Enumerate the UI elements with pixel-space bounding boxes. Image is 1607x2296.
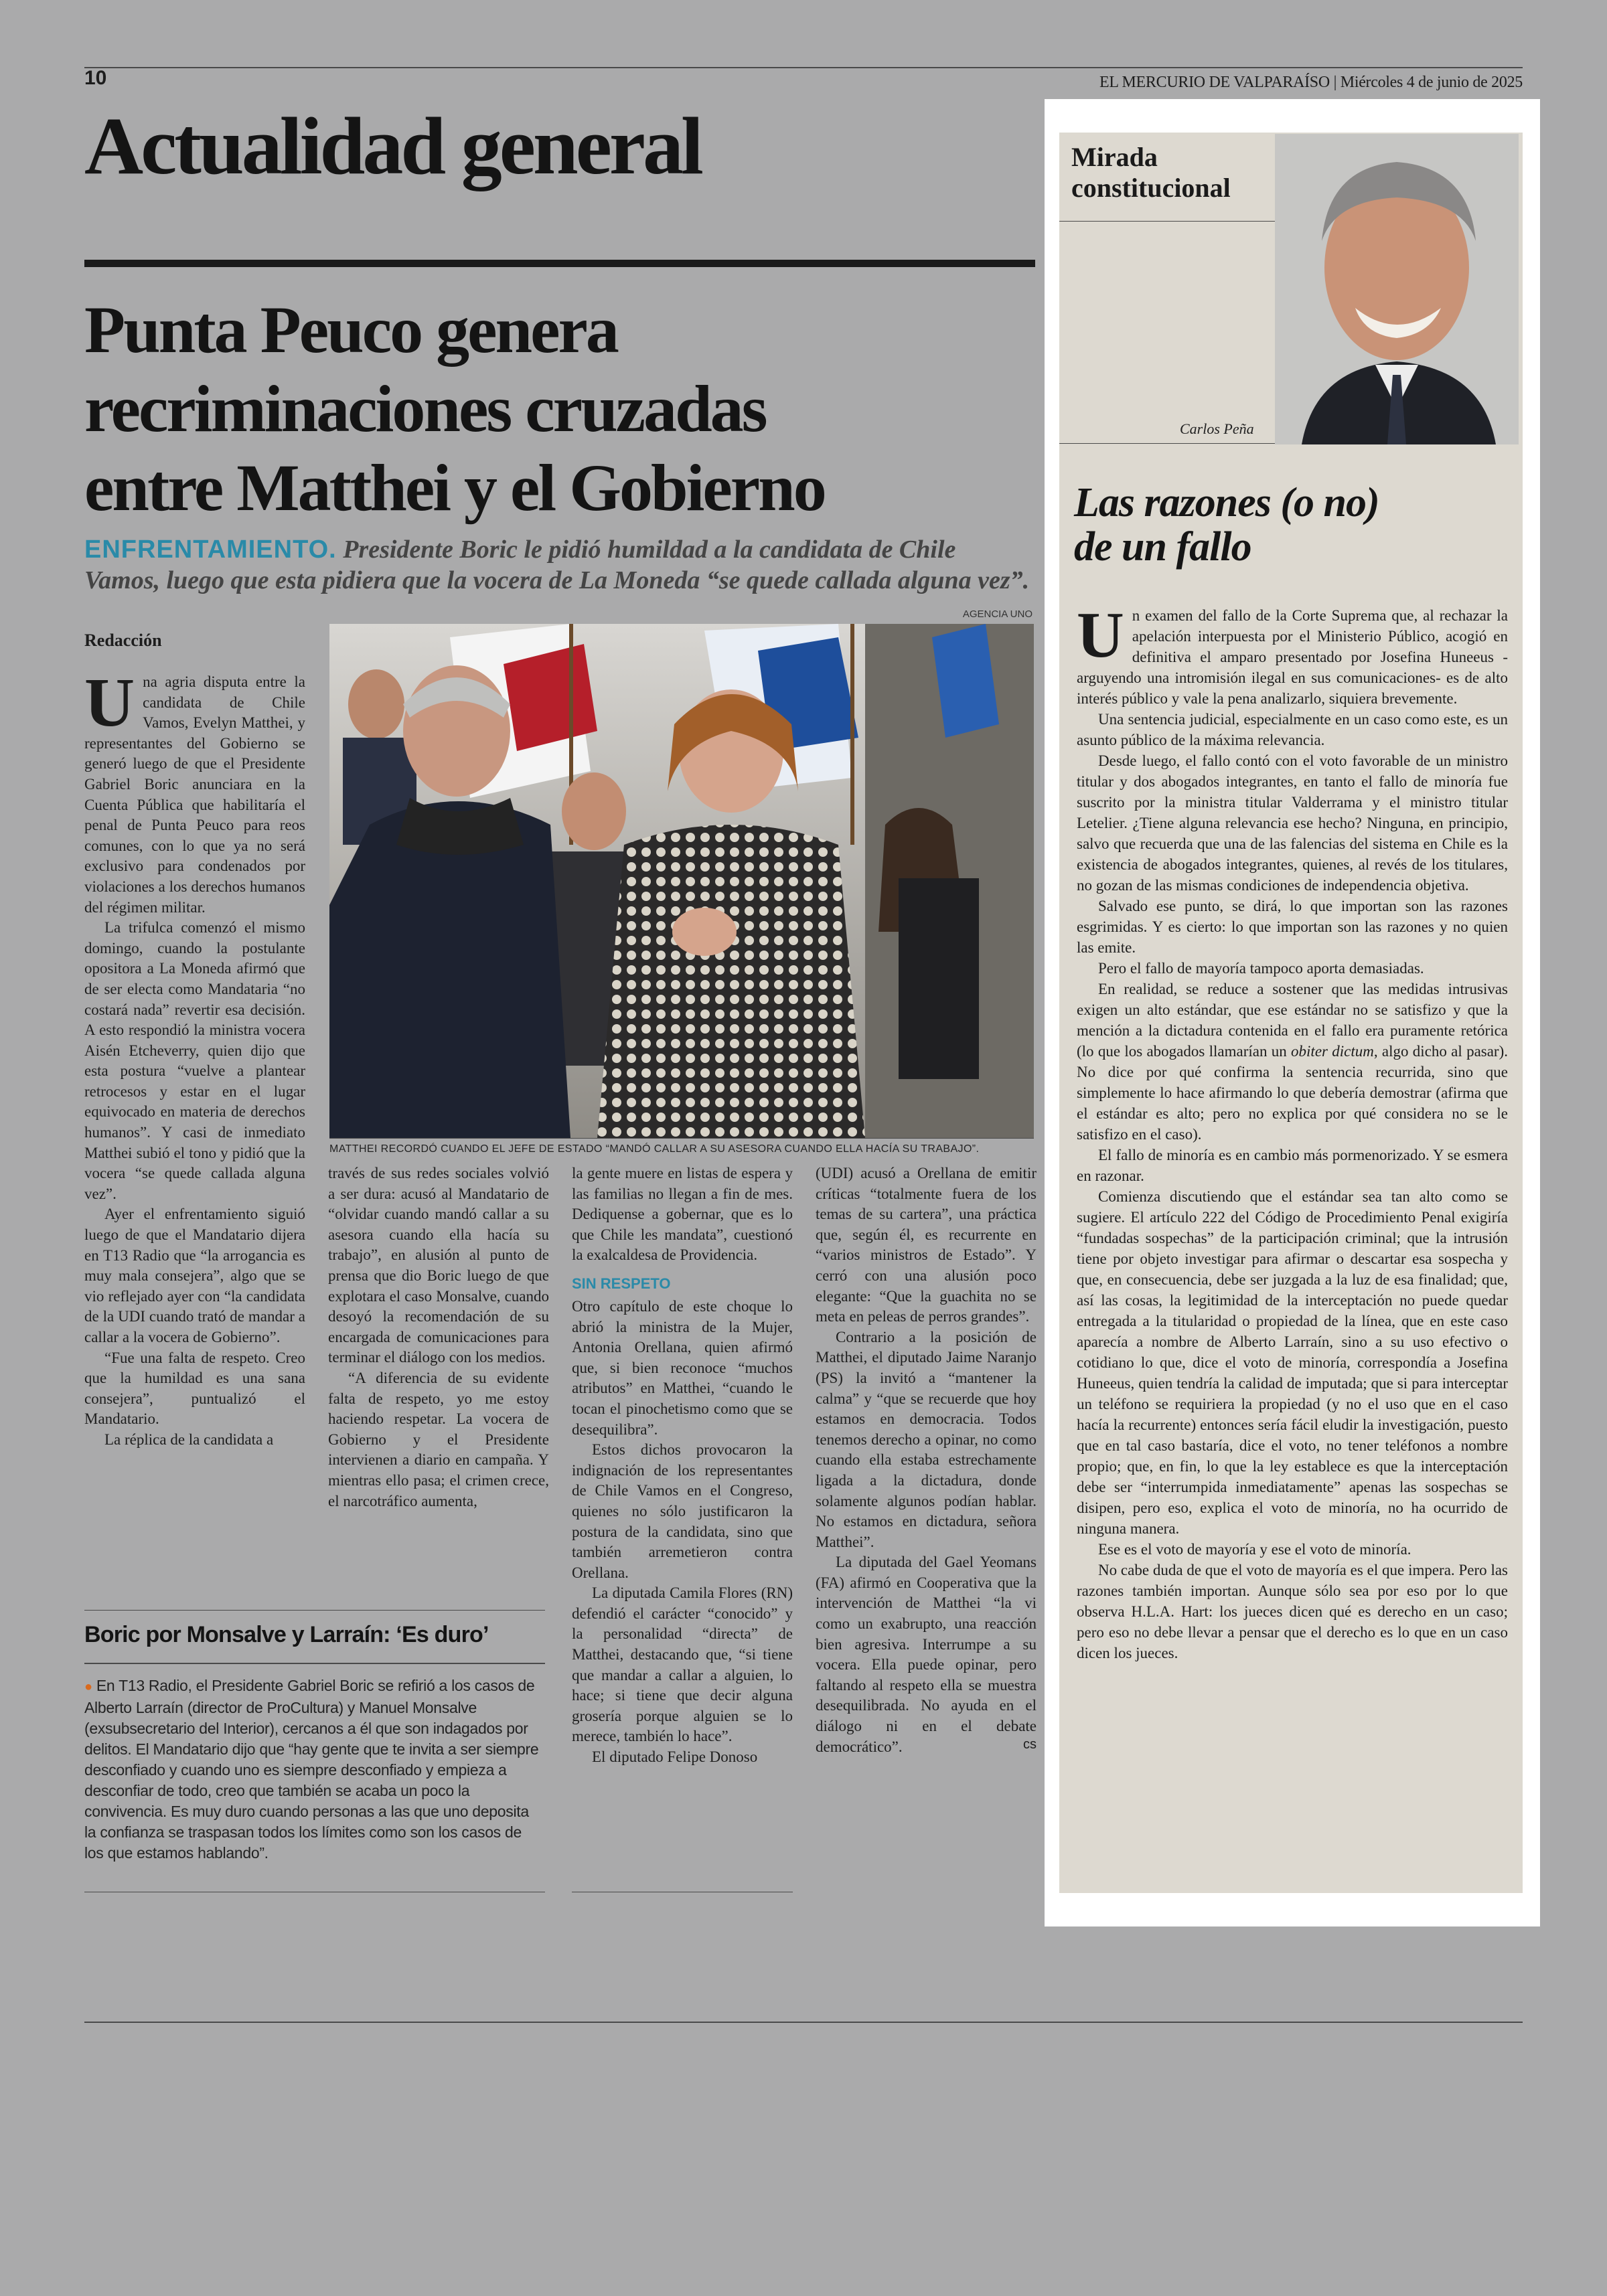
paper-name: EL MERCURIO DE VALPARAÍSO (1099, 74, 1330, 91)
drop-cap: U (1077, 599, 1124, 671)
paragraph: No cabe duda de que el voto de mayoría es el que impera. Pero las razones también importan. Aunque sólo sea por eso por lo que observa H.L.A. Hart: los jueces dicen qué es derecho en un caso; pero eso no debe llevar a pensar que el derecho es lo que en un caso dicen los jueces. (1077, 1562, 1508, 1661)
box-head-rule (84, 1663, 545, 1664)
article-column-3 (572, 1163, 793, 1768)
paragraph: Pero el fallo de mayoría tampoco aporta demasiadas. (1098, 960, 1424, 977)
box-top-rule (84, 1610, 545, 1611)
article-column-1 (84, 664, 305, 1451)
article-headline (84, 291, 1049, 527)
paragraph (1077, 599, 1508, 709)
column-label-line: Mirada (1071, 142, 1158, 172)
issue-date: Miércoles 4 de junio de 2025 (1340, 74, 1523, 91)
latin-term: obiter dictum (1291, 1043, 1374, 1060)
paragraph: El fallo de minoría es en cambio más pormenorizado. Y se esmera en razonar. (1077, 1147, 1508, 1184)
column-title (1074, 481, 1503, 569)
box-headline: Boric por Monsalve y Larraín: ‘Es duro’ (84, 1622, 489, 1647)
article-kicker (84, 534, 1035, 596)
paragraph: La diputada Camila Flores (RN) defendió el carácter “conocido” y la personalidad “directa” de Matthei, destacando que, “si tiene que mandar a callar a alguien, lo hace; si tiene que decir alguna grosería porque alguien se lo merece, también lo hace”. (572, 1584, 793, 1745)
column-label (1071, 142, 1231, 203)
paragraph: “Fue una falta de respeto. Creo que la humildad es una sana consejera”, puntualizó el Mandatario. (84, 1349, 305, 1428)
paragraph-text: La diputada del Gael Yeomans (FA) afirmó en Cooperativa que la intervención de Matthei “la vi como un exabrupto, una reacción bien agresiva. Interrumpe a su vocera. Ella puede opinar, pero faltando al respeto ella se muestra desequilibrada. No ayuda en el diálogo ni en el debate democrático”. (816, 1554, 1037, 1755)
headline-line: Punta Peuco genera (84, 293, 617, 367)
article-column-4 (816, 1163, 1037, 1757)
paragraph: Otro capítulo de este choque lo abrió la ministra de la Mujer, Antonia Orellana, quien afirmó que, si bien reconoce “muchos atributos” en Matthei, “cuando le tocan el pinochetismo como que se desequilibra”. (572, 1297, 793, 1438)
paragraph: Comienza discutiendo que el estándar sea tan alto como se sugiere. El artículo 222 del Código de Procedimiento Penal exigiría “fundadas sospechas” de la participación criminal; que la intrusión tiene por objeto investigar para afirmar o descartar esa sospecha y que, en consecuencia, debe ser juzgada a la luz de esa finalidad; que, así las cosas, la legitimidad de la interceptación no puede quedar entregada a la titularidad o propiedad de la línea, que en este caso aparecía a nombre de Alberto Larraín, sino a su uso efectivo o cotidiano lo que, dice el voto de minoría, correspondía a Josefina Huneeus, quien tendría la calidad de imputada; que si para interceptar un teléfono se requiriera la propiedad (y no el uso que en el caso hacía la recurrente) entonces sería fácil eludir la investigación, puesto que en tal caso bastaría, dice el voto, no tener teléfonos a nombre propio; que, en fin, lo que la ley establece es que la interceptación debe ser “interrumpida inmediatamente” apenas las sospechas se disipen, pero eso, explica el voto de minoría, no ha ocurrido de ninguna manera. (1077, 1188, 1508, 1537)
paragraph-text: na agria disputa entre la candidata de Chile Vamos, Evelyn Matthei, y representantes del Gobierno se generó luego de que el Presidente Gabriel Boric anunciara en la Cuenta Pública que habilitaría el penal de Punta Peuco para reos comunes, con lo que ya no será exclusivo para condenados por violaciones a los derechos humanos del régimen militar. (84, 673, 305, 916)
paragraph: Salvado ese punto, se dirá, lo que importan son las razones esgrimidas. Y es cierto: lo que importan son las razones y no quien las emite. (1077, 898, 1508, 956)
article-column-2 (328, 1163, 549, 1511)
column-body (1077, 599, 1509, 1663)
author-portrait (1275, 134, 1519, 444)
byline: Redacción (84, 631, 162, 650)
paragraph: “A diferencia de su evidente falta de respeto, yo me estoy haciendo respetar. La vocera de Gobierno y el Presidente intervienen a diario en campaña. Y mientras ello pasa; el crimen crece, el narcotráfico aumenta, (328, 1369, 549, 1509)
paragraph: Contrario a la posición de Matthei, el diputado Jaime Naranjo (PS) la invitó a “mantener la calma” y “que se recuerde que hoy estamos en democracia. Todos tenemos derecho a opinar, no como cuando ella estaba estrechamente ligada a la dictadura, donde solamente algunos podían hablar. No estamos en dictadura, señora Matthei”. (816, 1328, 1037, 1550)
section-title: Actualidad general (84, 101, 701, 191)
end-mark: cs (1023, 1736, 1037, 1752)
paragraph-text: n examen del fallo de la Corte Suprema que, al rechazar la apelación interpuesta por el Ministerio Público, acogió en definitiva el amparo presentado por Josefina Huneeus -arguyendo una intromisión ilegal en sus comunicaciones- es de alto interés público y vale la pena analizarlo, siquiera brevemente. (1077, 607, 1508, 707)
photo-illustration (329, 624, 1034, 1138)
photo-caption: MATTHEI RECORDÓ CUANDO EL JEFE DE ESTADO “MANDÓ CALLAR A SU ASESORA CUANDO ELLA HACÍA SU TRABAJO”. (329, 1143, 980, 1155)
author-portrait-illustration (1275, 134, 1519, 444)
paragraph: El diputado Felipe Donoso (592, 1748, 758, 1766)
headline-line: entre Matthei y el Gobierno (84, 450, 825, 525)
paragraph: través de sus redes sociales volvió a ser dura: acusó al Mandatario de “olvidar cuando mandó callar a su asesora cuando ella hacía su trabajo”, en alusión al punto de prensa que dio Boric luego de que explotara el caso Monsalve, cuando desoyó la recomendación de su encargada de comunicaciones para terminar el diálogo con los medios. (328, 1165, 549, 1366)
masthead (1099, 74, 1523, 92)
paragraph (1077, 979, 1508, 1145)
paragraph (816, 1552, 1037, 1757)
box-text: En T13 Radio, el Presidente Gabriel Boric se refirió a los casos de Alberto Larraín (director de ProCultura) y Manuel Monsalve (exsubsecretario del Interior), cercanos a él que son indagados por delitos. El Mandatario dijo que “hay gente que te invita a ser siempre desconfiado y cuando uno es siempre desconfiado y empieza a desconfiar de todo, creo que también se acaba un poco la convivencia. Es muy duro cuando personas a las que uno deposita la confianza se traspasan todos los límites como son los casos de los que estamos hablando”. (84, 1677, 539, 1862)
column-title-line: Las razones (o no) (1074, 480, 1379, 525)
headline-rule (84, 260, 1035, 267)
top-rule (84, 67, 1523, 68)
page-number: 10 (84, 67, 107, 89)
paragraph-text: , algo dicho al pasar). No dice por qué confirma la sentencia recurrida, sino que simplemente lo hace afirmando lo que debería demostrar (afirma que el estándar es alto; pero no explica por qué considera no se le satisfizo en el caso). (1077, 1043, 1509, 1143)
subheading: SIN RESPETO (572, 1275, 671, 1292)
caption-rule (329, 1138, 1034, 1139)
author-name: Carlos Peña (1180, 420, 1254, 437)
paragraph: Ese es el voto de mayoría y ese el voto de minoría. (1098, 1541, 1411, 1558)
paragraph: Una sentencia judicial, especialmente en un caso como este, es un asunto público de la máxima relevancia. (1077, 711, 1508, 748)
column-label-line: constitucional (1071, 173, 1231, 203)
paragraph-text: En realidad, se reduce a sostener que las medidas intrusivas exigen un alto estándar, que ese estándar no se satisfizo y que la mención a la dictadura contenida en el fallo era puramente retórica (lo que los abogados llamarían un (1077, 981, 1508, 1060)
kicker-tag: ENFRENTAMIENTO. (84, 536, 337, 564)
paragraph: Estos dichos provocaron la indignación de los representantes de Chile Vamos en el Congreso, quienes no sólo justificaron la postura de la candidata, sino que también arremetieron contra Orellana. (572, 1441, 793, 1581)
paragraph: la gente muere en listas de espera y las familias no llegan a fin de mes. Dediquense a gobernar, que es lo que Chile les mandata”, cuestionó la exalcaldesa de Providencia. (572, 1165, 793, 1264)
footer-rule (84, 2022, 1523, 2023)
paragraph: Desde luego, el fallo contó con el voto favorable de un ministro titular y dos abogados integrantes, en tanto el fallo de minoría fue suscrito por la ministra titular Valderrama y el ministro titular Letelier. ¿Tiene alguna relevancia ese hecho? Ninguna, en principio, salvo que recuerda que una de las falencias del sistema en Chile es la existencia de abogados integrantes, quienes, al revés de los titulares, no gozan de las mismas condiciones de independencia objetiva. (1077, 752, 1508, 894)
headline-line: recriminaciones cruzadas (84, 372, 766, 446)
masthead-separator: | (1329, 74, 1341, 91)
drop-cap: U (84, 664, 135, 741)
paragraph (84, 664, 305, 918)
paragraph: La trifulca comenzó el mismo domingo, cuando la postulante opositora a La Moneda afirmó que de ser electa como Mandataria “no costará nada” revertir esa decisión. A esto respondió la ministra vocera Aisén Etcheverry, quien dijo que esta postura “vuelve a plantear retrocesos y estar en el lugar equivocado en materia de derechos humanos”. Y casi de inmediato Matthei subió el tono y pidió que la vocera “se quede callada alguna vez”. (84, 919, 305, 1202)
label-rule (1059, 221, 1275, 222)
box-body (84, 1675, 544, 1864)
bullet-dot: ● (84, 1679, 92, 1694)
paragraph: La réplica de la candidata a (104, 1430, 274, 1448)
kicker-text: Presidente Boric le pidió humildad a la candidata de Chile Vamos, luego que esta pidiera que la vocera de La Moneda “se quede callada alguna vez”. (84, 536, 1030, 594)
article-photo (329, 624, 1034, 1138)
paragraph: (UDI) acusó a Orellana de emitir críticas “totalmente fuera de los temas de su cartera”, una práctica que, según él, es recurrente en “varios ministros de Estado”. Y cerró con una alusión poco elegante: “Que la guachita no se meta en peleas de perros grandes”. (816, 1165, 1037, 1325)
photo-credit: AGENCIA UNO (962, 608, 1032, 620)
paragraph: Ayer el enfrentamiento siguió luego de que el Mandatario dijera en T13 Radio que “la arrogancia es muy mala consejera”, algo que se vio reflejado ayer con “la candidata de la UDI cuando trató de mandar a callar a la vocera de Gobierno”. (84, 1206, 305, 1345)
column-title-line: de un fallo (1074, 524, 1251, 570)
